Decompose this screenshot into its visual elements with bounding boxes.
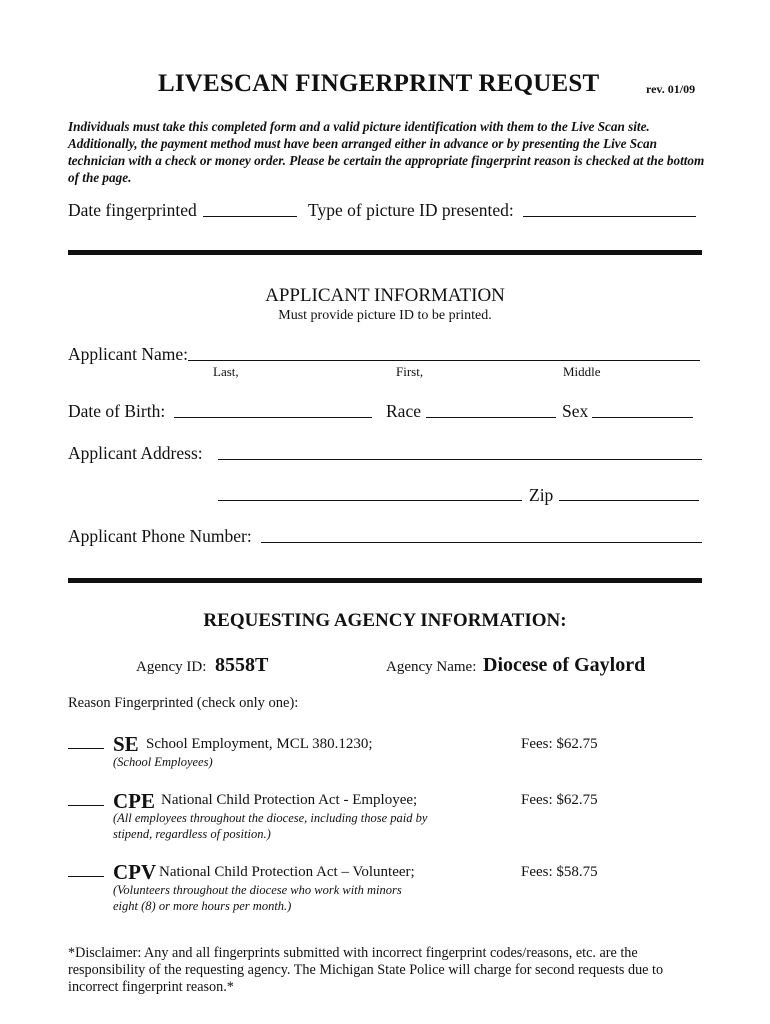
form-title: LIVESCAN FINGERPRINT REQUEST	[158, 70, 600, 97]
name-part-first: First,	[396, 364, 424, 379]
applicant-name-field[interactable]	[188, 360, 700, 361]
zip-label: Zip	[529, 485, 554, 505]
race-field[interactable]	[426, 417, 556, 418]
cpv-note: (Volunteers throughout the diocese who work with minors eight (8) or more hours per month.)	[113, 883, 402, 913]
agency-name-label: Agency Name:	[386, 659, 477, 675]
date-fingerprinted-label: Date fingerprinted	[68, 200, 197, 220]
picture-id-field[interactable]	[523, 216, 696, 217]
zip-field[interactable]	[559, 500, 699, 501]
cpe-fee: Fees: $62.75	[521, 792, 598, 808]
address-line-1-field[interactable]	[218, 459, 702, 460]
dob-field[interactable]	[174, 417, 372, 418]
reason-label: Reason Fingerprinted (check only one):	[68, 695, 299, 711]
address-line-2-field[interactable]	[218, 500, 522, 501]
cpe-description: National Child Protection Act - Employee;	[161, 792, 418, 808]
cpe-checkbox-blank[interactable]	[68, 805, 104, 806]
cpe-note: (All employees throughout the diocese, including those paid by stipend, regardless of position.)	[113, 811, 428, 841]
sex-field[interactable]	[592, 417, 693, 418]
name-part-middle: Middle	[563, 364, 601, 379]
revision-label: rev. 01/09	[646, 82, 696, 96]
cpv-code: CPV	[113, 860, 157, 884]
dob-label: Date of Birth:	[68, 401, 166, 421]
section-divider	[68, 250, 702, 255]
disclaimer-text: *Disclaimer: Any and all fingerprints submitted with incorrect fingerprint codes/reasons, etc. are the responsibility of the requesting agency. The Michigan State Police will charge for second requests due to incorrect fingerprint reason.*	[68, 945, 664, 995]
agency-heading: REQUESTING AGENCY INFORMATION:	[203, 610, 567, 631]
agency-id-label: Agency ID:	[136, 659, 207, 675]
agency-name-value: Diocese of Gaylord	[483, 654, 646, 676]
address-label: Applicant Address:	[68, 443, 203, 463]
applicant-name-label: Applicant Name:	[68, 344, 189, 364]
agency-id-value: 8558T	[215, 654, 269, 676]
section-divider	[68, 578, 702, 583]
name-part-last: Last,	[213, 364, 239, 379]
cpe-code: CPE	[113, 789, 155, 813]
se-description: School Employment, MCL 380.1230;	[146, 736, 373, 752]
sex-label: Sex	[562, 401, 589, 421]
cpv-checkbox-blank[interactable]	[68, 876, 104, 877]
phone-label: Applicant Phone Number:	[68, 526, 252, 546]
se-note: (School Employees)	[113, 755, 213, 769]
cpv-fee: Fees: $58.75	[521, 864, 598, 880]
date-fingerprinted-field[interactable]	[203, 216, 297, 217]
se-code: SE	[113, 732, 139, 756]
applicant-subheading: Must provide picture ID to be printed.	[278, 308, 492, 323]
race-label: Race	[386, 401, 421, 421]
applicant-heading: APPLICANT INFORMATION	[265, 285, 505, 306]
picture-id-label: Type of picture ID presented:	[308, 200, 514, 220]
cpv-description: National Child Protection Act – Volunteer;	[159, 864, 415, 880]
se-fee: Fees: $62.75	[521, 736, 598, 752]
instructions-text: Individuals must take this completed form and a valid picture identification with them to the Live Scan site. Additionally, the payment method must have been arranged either in advance or by presenting the Live Scan technician with a check or money order. Please be certain the appropriate fingerprint reason is checked at the bottom of the page.	[68, 119, 705, 185]
phone-field[interactable]	[261, 542, 702, 543]
se-checkbox-blank[interactable]	[68, 748, 104, 749]
